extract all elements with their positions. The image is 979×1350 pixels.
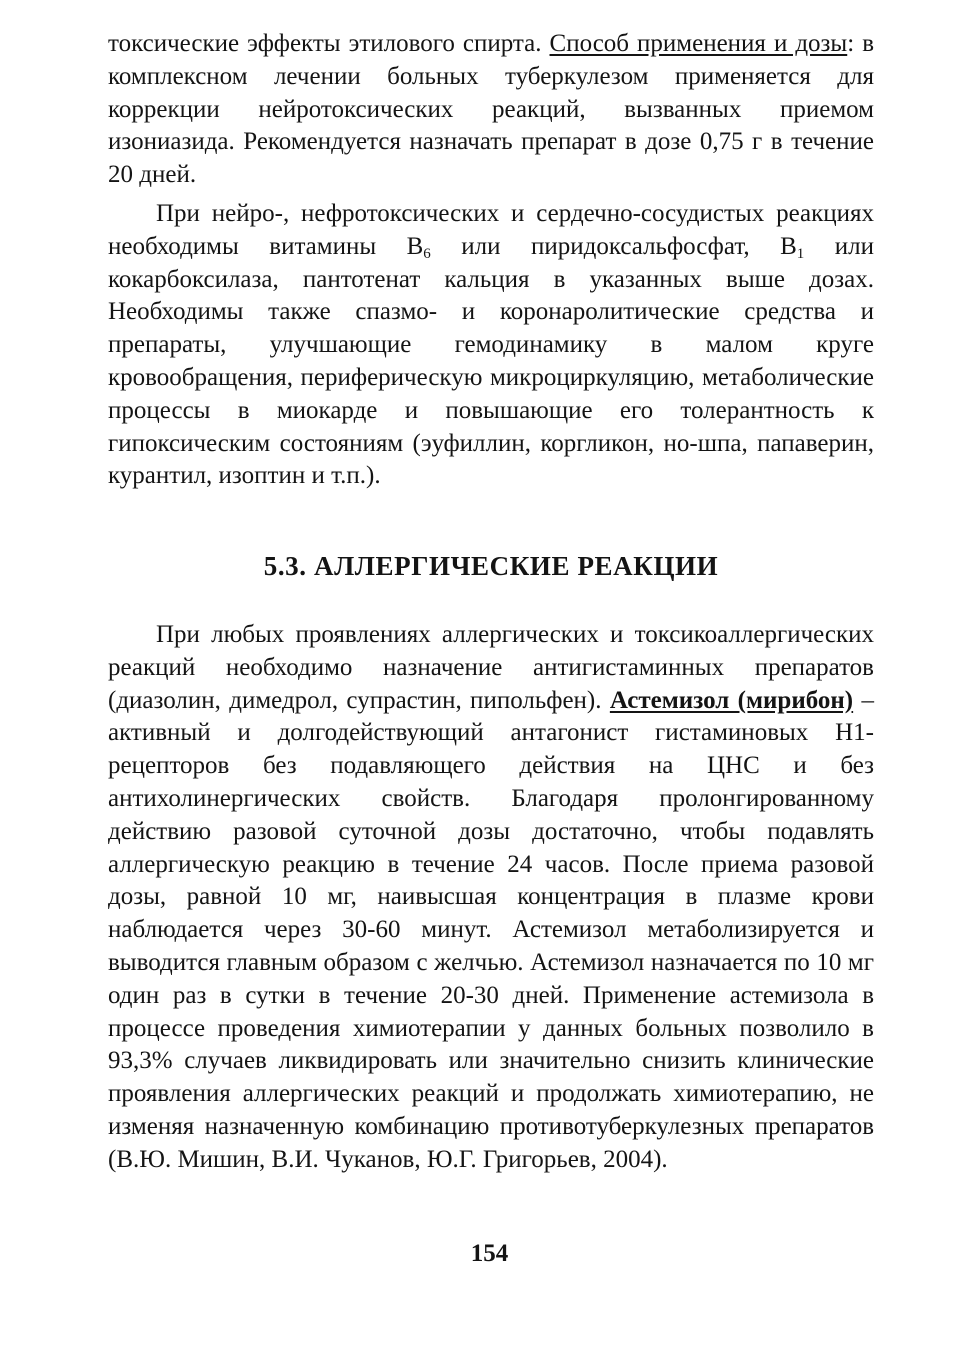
subscript: 1	[796, 245, 805, 262]
paragraph-text: токсические эффекты этилового спирта.	[108, 30, 550, 57]
page-number: 154	[470, 1240, 509, 1267]
paragraph-vitamins	[108, 198, 874, 493]
paragraph-text: При нейро-, нефротоксических и сердечно-сосудистых реакциях необходимы витамины В	[108, 199, 874, 260]
section-heading: 5.3. АЛЛЕРГИЧЕСКИЕ РЕАКЦИИ	[263, 551, 719, 581]
method-label: Способ применения и дозы	[549, 30, 848, 57]
paragraph-allergy	[108, 619, 874, 1177]
text-block-lower	[108, 619, 874, 1177]
paragraph-text: При любых проявлениях аллергических и токсикоаллергических реакций необходимо назначение антигистаминных препаратов (диазолин, димедрол, супрастин, пипольфен).	[108, 621, 874, 714]
paragraph-text: или пиридоксальфосфат, В	[430, 232, 797, 260]
paragraph-continued	[108, 28, 874, 192]
paragraph-text: – активный и долгодействующий антагонист гистаминовых Н1-рецепторов без подавляющего действия на ЦНС и без антихолинергических свойств. Благодаря пролонгированному действию разовой суточной дозы достаточно, чтобы подавлять аллергическую реакцию в течение 24 часов. После приема разовой дозы, равной 10 мг, наивысшая концентрация в плазме крови наблюдается через 30-60 минут. Астемизол метаболизируется и выводится главным образом с желчью. Астемизол назначается по 10 мг один раз в сутки в течение 20-30 дней. Применение астемизола в процессе проведения химиотерапии у данных больных позволило в 93,3% случаев ликвидировать или значительно снизить клинические проявления аллергических реакций и продолжать химиотерапию, не изменяя назначенную комбинацию противотуберкулезных препаратов (В.Ю. Мишин, В.И. Чуканов, Ю.Г. Григорьев, 2004).	[108, 686, 874, 1173]
paragraph-text: : в комплексном лечении больных туберкулезом применяется для коррекции нейротоксических реакций, вызванных приемом изониазида. Рекомендуется назначать препарат в дозе 0,75 г в течение 20 дней.	[108, 30, 874, 189]
paragraph-text: или кокарбоксилаза, пантотенат кальция в указанных выше дозах. Необходимы также спазмо- и коронаролитические средства и препараты, улучшающие гемодинамику в малом круге кровообращения, периферическую микроциркуляцию, метаболические процессы в миокарде и повышающие его толерантность к гипоксическим состояниям (эуфиллин, коргликон, но-шпа, папаверин, курантил, изоптин и т.п.).	[108, 232, 874, 490]
text-block-upper	[108, 28, 874, 493]
drug-name: Астемизол (мирибон)	[609, 686, 854, 714]
subscript: 6	[423, 245, 431, 262]
